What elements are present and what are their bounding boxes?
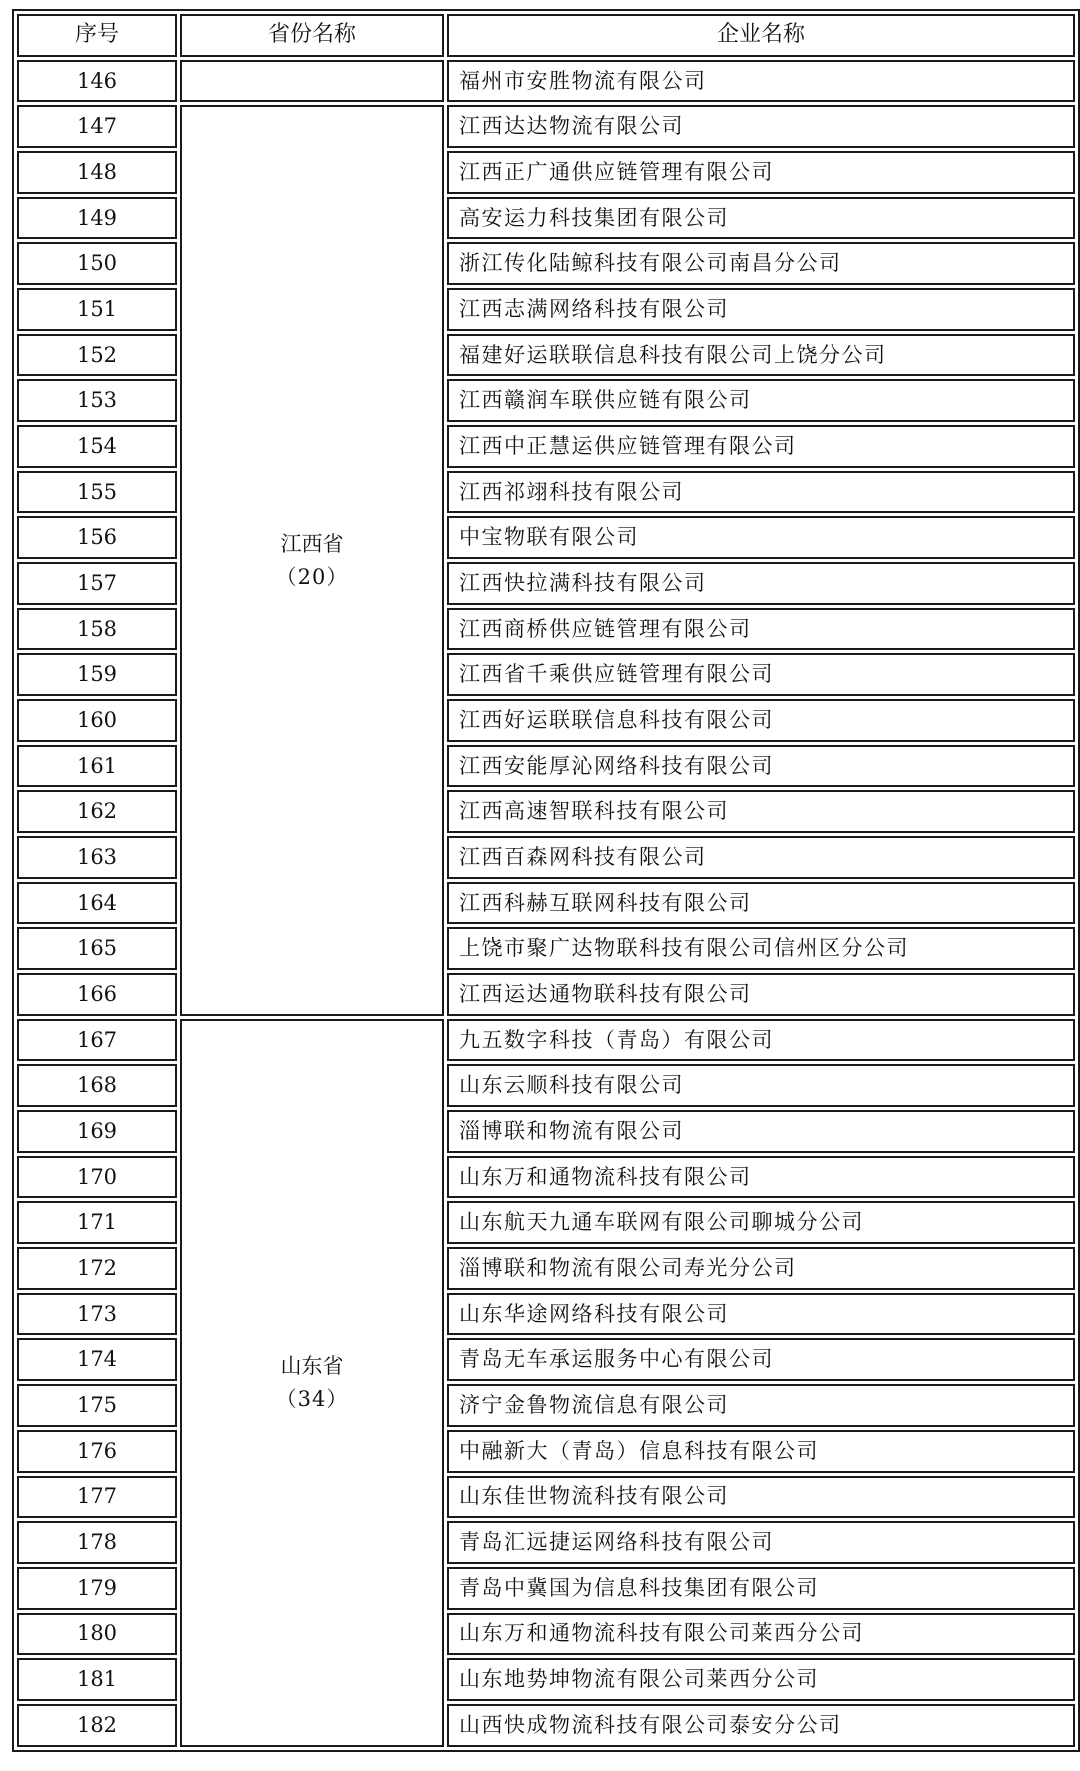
table-row: [17, 516, 1075, 559]
province-count: （20）: [275, 564, 349, 589]
row-seq: 161: [17, 745, 177, 788]
row-seq: 157: [17, 562, 177, 605]
row-seq: 170: [17, 1156, 177, 1199]
table-row: [17, 1567, 1075, 1610]
row-company-name: 淄博联和物流有限公司: [447, 1110, 1075, 1153]
row-company-name: 山东华途网络科技有限公司: [447, 1293, 1075, 1336]
province-name: 山东省: [280, 1354, 344, 1379]
row-company-name: 济宁金鲁物流信息有限公司: [447, 1384, 1075, 1427]
row-seq: 158: [17, 608, 177, 651]
table-row: [17, 288, 1075, 331]
table-row: [17, 1384, 1075, 1427]
row-company-name: 福州市安胜物流有限公司: [447, 60, 1075, 103]
table-row: [17, 1521, 1075, 1564]
row-company-name: 浙江传化陆鲸科技有限公司南昌分公司: [447, 242, 1075, 285]
table-row: [17, 1658, 1075, 1701]
row-seq: 180: [17, 1613, 177, 1656]
table-row: [17, 836, 1075, 879]
row-company-name: 中融新大（青岛）信息科技有限公司: [447, 1430, 1075, 1473]
row-seq: 153: [17, 379, 177, 422]
table-row: [17, 379, 1075, 422]
row-company-name: 江西正广通供应链管理有限公司: [447, 151, 1075, 194]
table-row: [17, 1704, 1075, 1747]
row-seq: 167: [17, 1019, 177, 1062]
row-seq: 152: [17, 334, 177, 377]
row-seq: 164: [17, 882, 177, 925]
header-seq: 序号: [17, 14, 177, 57]
row-company-name: 高安运力科技集团有限公司: [447, 197, 1075, 240]
row-company-name: 上饶市聚广达物联科技有限公司信州区分公司: [447, 927, 1075, 970]
header-province: 省份名称: [180, 14, 444, 57]
row-seq: 174: [17, 1338, 177, 1381]
row-company-name: 山东航天九通车联网有限公司聊城分公司: [447, 1201, 1075, 1244]
row-seq: 171: [17, 1201, 177, 1244]
table-row: [17, 699, 1075, 742]
row-seq: 176: [17, 1430, 177, 1473]
table-row: [17, 1293, 1075, 1336]
row-company-name: 山西快成物流科技有限公司泰安分公司: [447, 1704, 1075, 1747]
table-row: [17, 334, 1075, 377]
row-seq: 181: [17, 1658, 177, 1701]
province-cell: [180, 60, 444, 103]
row-company-name: 江西科赫互联网科技有限公司: [447, 882, 1075, 925]
row-company-name: 九五数字科技（青岛）有限公司: [447, 1019, 1075, 1062]
table-header-row: [17, 14, 1075, 57]
row-company-name: 江西商桥供应链管理有限公司: [447, 608, 1075, 651]
row-seq: 172: [17, 1247, 177, 1290]
table-row: [17, 790, 1075, 833]
row-company-name: 淄博联和物流有限公司寿光分公司: [447, 1247, 1075, 1290]
table-row: [17, 882, 1075, 925]
row-company-name: 江西高速智联科技有限公司: [447, 790, 1075, 833]
row-seq: 162: [17, 790, 177, 833]
row-seq: 156: [17, 516, 177, 559]
row-company-name: 江西好运联联信息科技有限公司: [447, 699, 1075, 742]
row-company-name: 江西达达物流有限公司: [447, 105, 1075, 148]
row-company-name: 青岛无车承运服务中心有限公司: [447, 1338, 1075, 1381]
table-row: [17, 1613, 1075, 1656]
row-company-name: 中宝物联有限公司: [447, 516, 1075, 559]
row-seq: 163: [17, 836, 177, 879]
row-seq: 168: [17, 1064, 177, 1107]
row-company-name: 山东万和通物流科技有限公司: [447, 1156, 1075, 1199]
row-company-name: 江西运达通物联科技有限公司: [447, 973, 1075, 1016]
row-company-name: 福建好运联联信息科技有限公司上饶分公司: [447, 334, 1075, 377]
row-seq: 175: [17, 1384, 177, 1427]
table-row: [17, 1201, 1075, 1244]
table-row: [17, 1338, 1075, 1381]
row-seq: 151: [17, 288, 177, 331]
table-row: [17, 1247, 1075, 1290]
row-seq: 178: [17, 1521, 177, 1564]
enterprise-list-table: [12, 9, 1080, 1752]
row-seq: 146: [17, 60, 177, 103]
table-row: [17, 471, 1075, 514]
row-seq: 177: [17, 1476, 177, 1519]
table-row: [17, 242, 1075, 285]
province-name: 江西省: [280, 532, 344, 557]
table-row: [17, 425, 1075, 468]
province-cell: [180, 105, 444, 1015]
table-row: [17, 197, 1075, 240]
row-seq: 169: [17, 1110, 177, 1153]
row-company-name: 山东万和通物流科技有限公司莱西分公司: [447, 1613, 1075, 1656]
table-row: [17, 973, 1075, 1016]
row-company-name: 青岛中冀国为信息科技集团有限公司: [447, 1567, 1075, 1610]
row-seq: 159: [17, 653, 177, 696]
row-company-name: 江西安能厚沁网络科技有限公司: [447, 745, 1075, 788]
row-company-name: 江西志满网络科技有限公司: [447, 288, 1075, 331]
table-row: [17, 1430, 1075, 1473]
row-company-name: 江西百森网科技有限公司: [447, 836, 1075, 879]
province-cell: [180, 1019, 444, 1747]
table-row: [17, 608, 1075, 651]
row-company-name: 青岛汇远捷运网络科技有限公司: [447, 1521, 1075, 1564]
row-seq: 166: [17, 973, 177, 1016]
table-row: [17, 927, 1075, 970]
row-company-name: 江西中正慧运供应链管理有限公司: [447, 425, 1075, 468]
row-seq: 179: [17, 1567, 177, 1610]
row-seq: 150: [17, 242, 177, 285]
row-seq: 149: [17, 197, 177, 240]
row-company-name: 山东云顺科技有限公司: [447, 1064, 1075, 1107]
row-company-name: 山东地势坤物流有限公司莱西分公司: [447, 1658, 1075, 1701]
row-company-name: 江西快拉满科技有限公司: [447, 562, 1075, 605]
row-seq: 154: [17, 425, 177, 468]
table-row: [17, 1110, 1075, 1153]
row-seq: 182: [17, 1704, 177, 1747]
row-seq: 155: [17, 471, 177, 514]
table-row: [17, 60, 1075, 103]
row-seq: 173: [17, 1293, 177, 1336]
province-count: （34）: [275, 1386, 349, 1411]
table-row: [17, 1064, 1075, 1107]
table-row: [17, 745, 1075, 788]
row-company-name: 江西省千乘供应链管理有限公司: [447, 653, 1075, 696]
table-row: [17, 1019, 1075, 1062]
row-seq: 148: [17, 151, 177, 194]
row-company-name: 江西祁翊科技有限公司: [447, 471, 1075, 514]
row-company-name: 山东佳世物流科技有限公司: [447, 1476, 1075, 1519]
table-row: [17, 1156, 1075, 1199]
row-seq: 147: [17, 105, 177, 148]
table-row: [17, 105, 1075, 148]
table-row: [17, 151, 1075, 194]
row-seq: 160: [17, 699, 177, 742]
row-seq: 165: [17, 927, 177, 970]
table-row: [17, 562, 1075, 605]
header-company: 企业名称: [447, 14, 1075, 57]
table-row: [17, 1476, 1075, 1519]
row-company-name: 江西赣润车联供应链有限公司: [447, 379, 1075, 422]
table-row: [17, 653, 1075, 696]
